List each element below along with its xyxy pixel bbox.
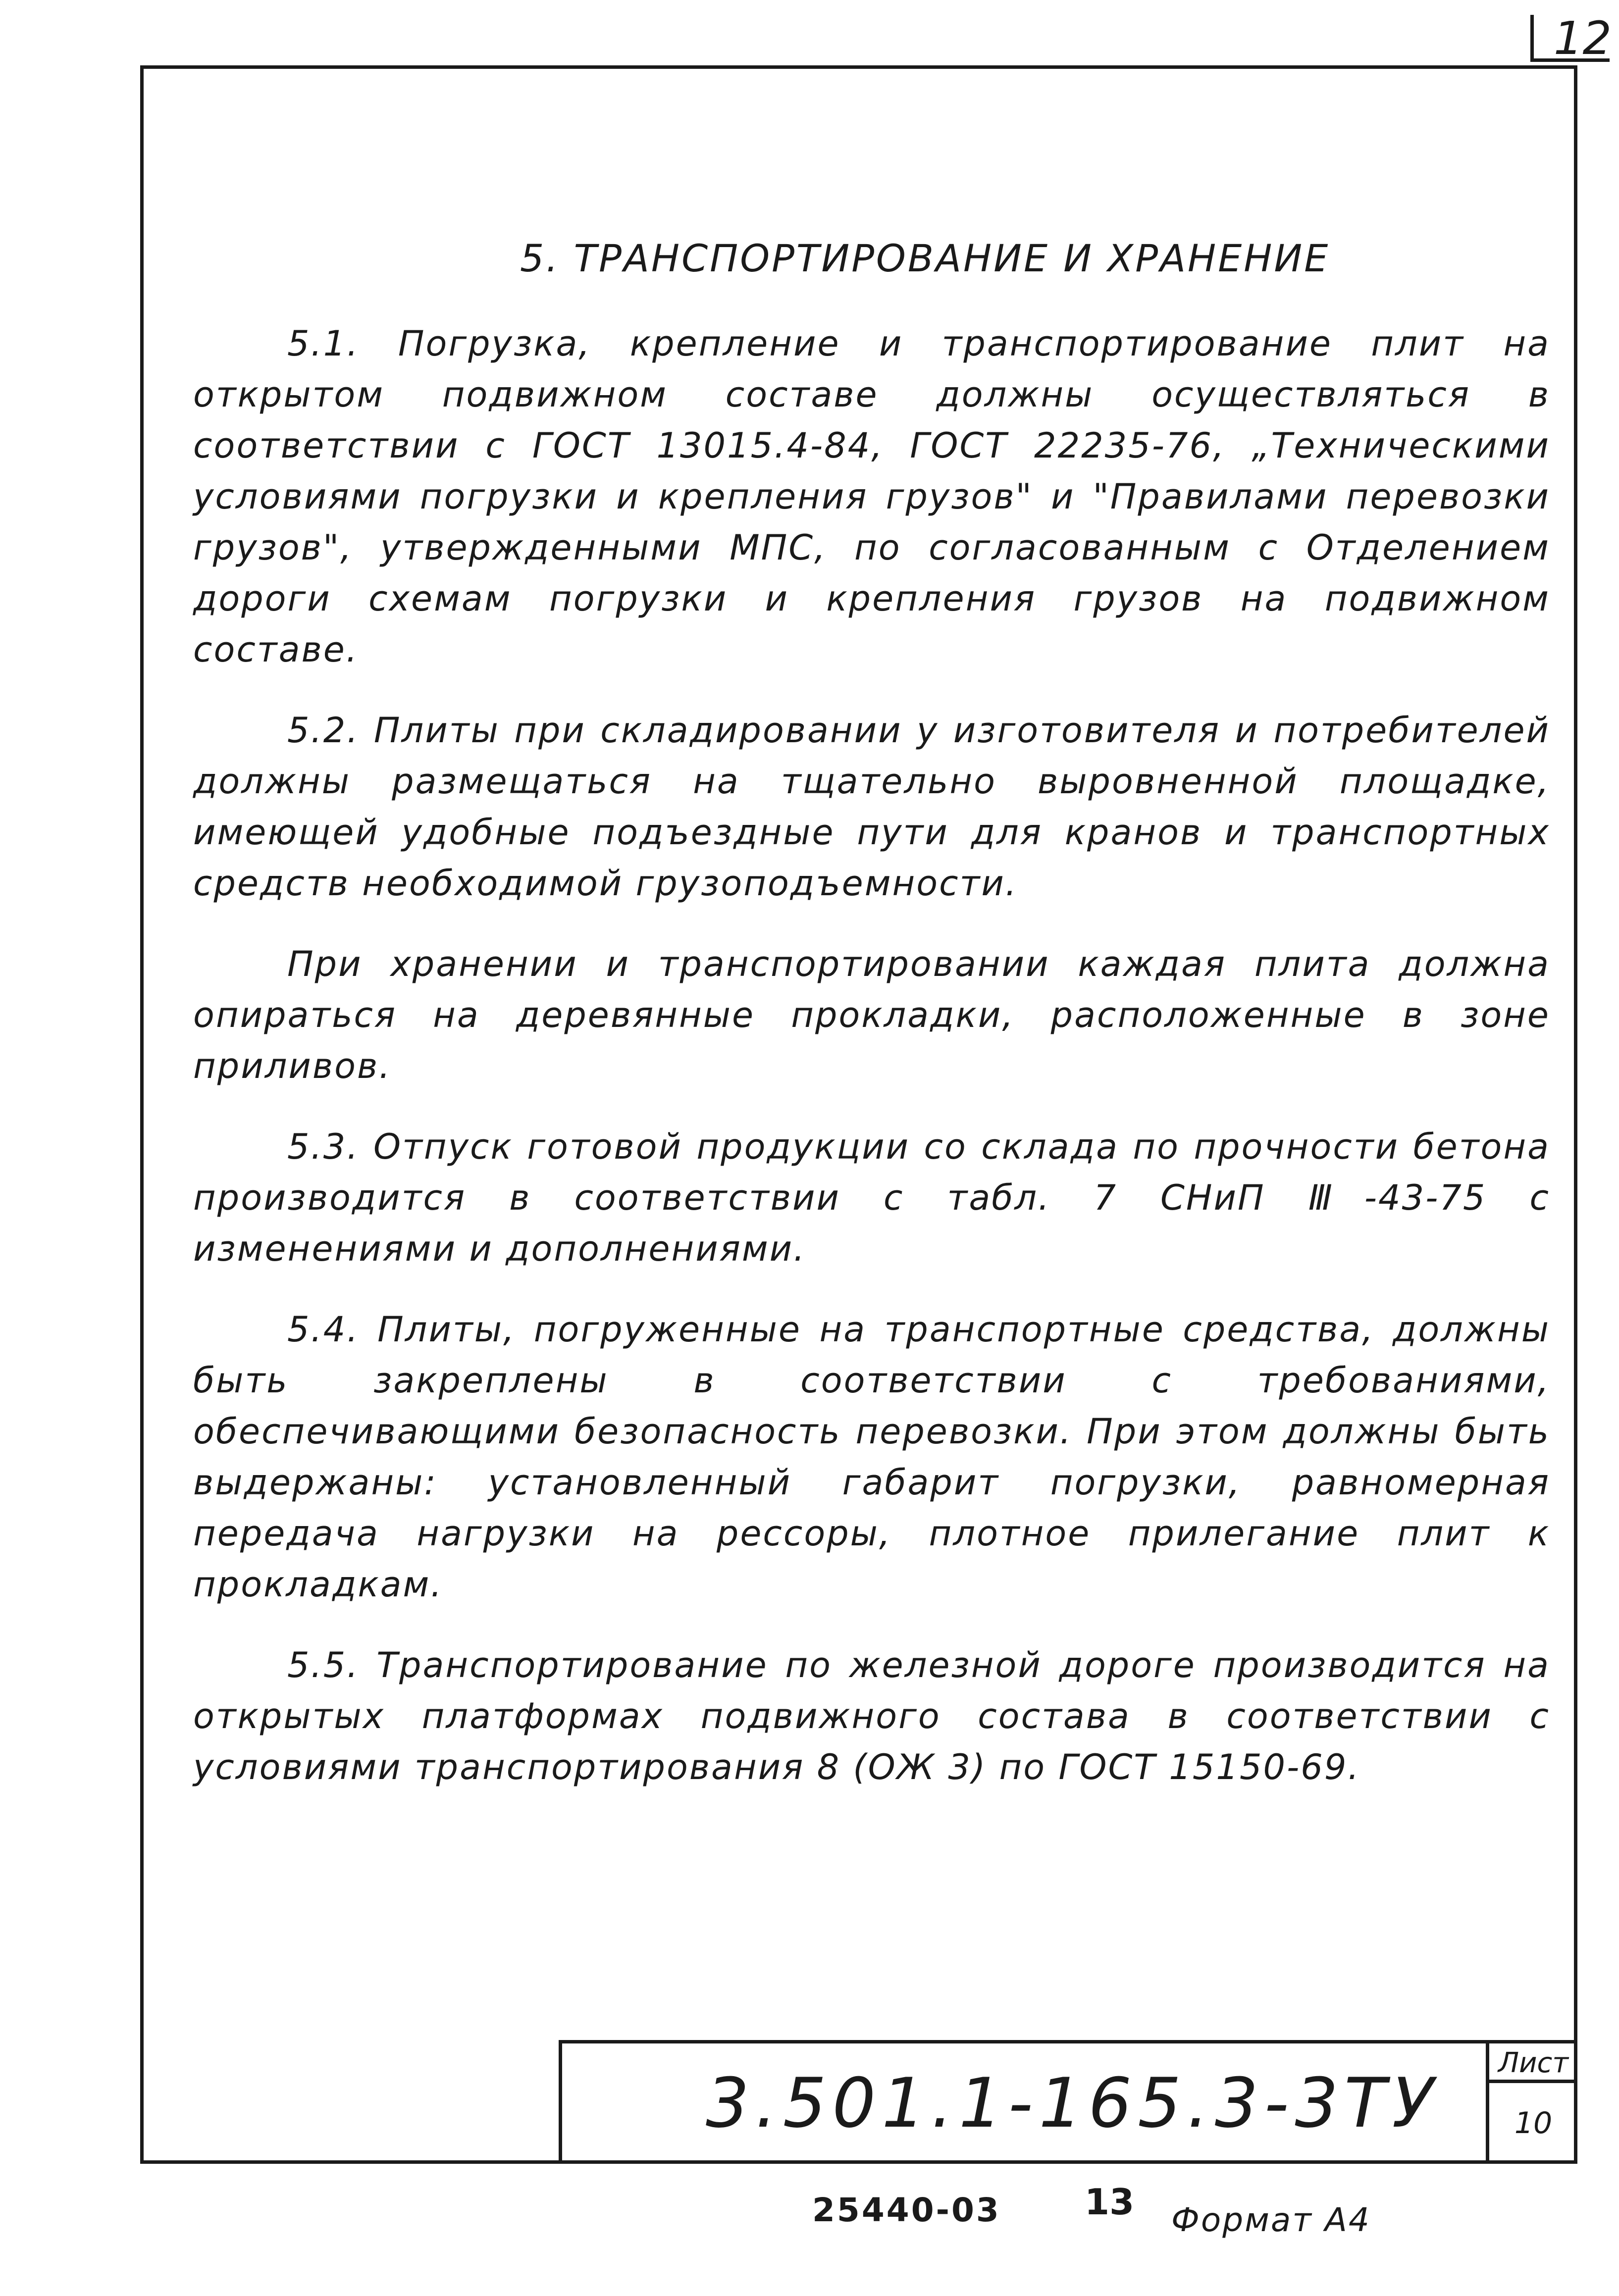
clause-5-5: 5.5. Транспортирование по железной дороге производится на открытых платформах подвижного состава в соответствии с условиями транспортирования 8 (ОЖ 3) по ГОСТ 15150-69. xyxy=(193,1645,1550,1787)
copy-number: 13 xyxy=(1085,2181,1135,2223)
sheet-cell xyxy=(1486,2043,1577,2164)
clause-5-2-continued: При хранении и транспортировании каждая плита должна опираться на деревянные прокладки, расположенные в зоне приливов. xyxy=(193,944,1550,1086)
sheet-number: 10 xyxy=(1514,2106,1553,2141)
document-designation: 3.501.1-165.3-3ТУ xyxy=(706,2063,1440,2143)
title-block xyxy=(559,2040,1577,2164)
section-title: 5. ТРАНСПОРТИРОВАНИЕ И ХРАНЕНИЕ xyxy=(520,236,1330,280)
page-corner-number: 12 xyxy=(1530,15,1610,62)
format-label: Формат А4 xyxy=(1171,2201,1371,2239)
clause-5-1: 5.1. Погрузка, крепление и транспортирование плит на открытом подвижном составе должны осуществляться в соответствии с ГОСТ 13015.4-84, ГОСТ 22235-76, „Техническими условиями погрузки и крепления грузов" и "Правилами перевозки грузов", утвержденными МПС, по согласованным с Отделением дороги схемам погрузки и крепления грузов на подвижном составе. xyxy=(193,323,1550,670)
document-body xyxy=(193,233,1550,1823)
clause-5-3: 5.3. Отпуск готовой продукции со склада по прочности бетона производится в соответствии с табл. 7 СНиП Ⅲ-43-75 с изменениями и дополнениями. xyxy=(193,1126,1550,1269)
clause-5-4: 5.4. Плиты, погруженные на транспортные средства, должны быть закреплены в соответствии с требованиями, обеспечивающими безопасность перевозки. При этом должны быть выдержаны: установленный габарит погрузки, равномерная передача нагрузки на рессоры, плотное прилегание плит к прокладкам. xyxy=(193,1309,1550,1605)
sheet-label: Лист xyxy=(1489,2043,1577,2083)
clause-5-2: 5.2. Плиты при складировании у изготовителя и потребителей должны размещаться на тщательно выровненной площадке, имеющей удобные подъездные пути для кранов и транспортных средств необходимой грузоподъемности. xyxy=(193,710,1550,904)
inventory-number: 25440-03 xyxy=(812,2191,1001,2229)
